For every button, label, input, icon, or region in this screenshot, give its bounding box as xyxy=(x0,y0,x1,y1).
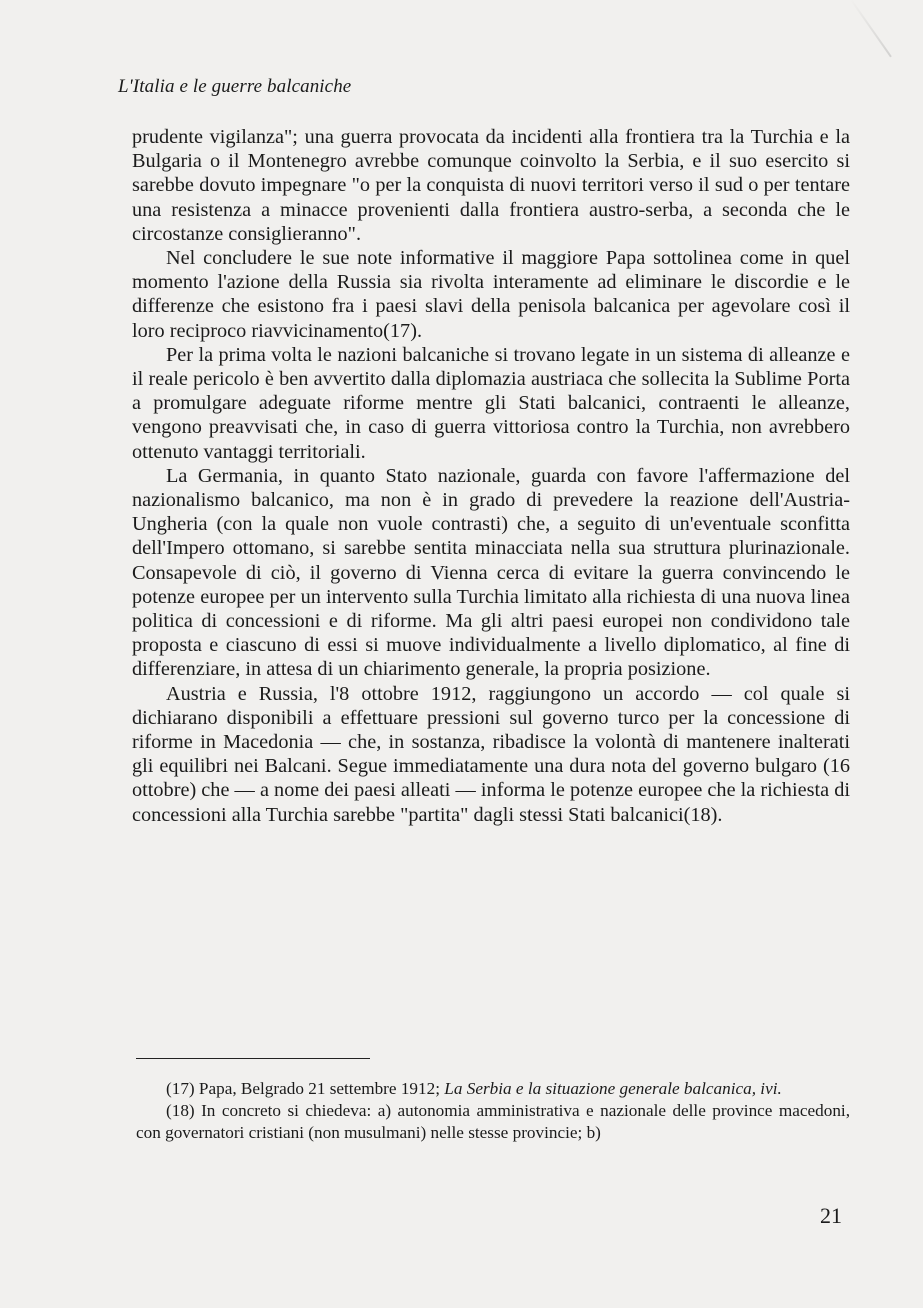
body-text xyxy=(132,125,850,827)
footnote-17-text: (17) Papa, Belgrado 21 settembre 1912; xyxy=(166,1079,445,1098)
footnote-separator xyxy=(136,1058,370,1059)
paragraph-1: prudente vigilanza"; una guerra provocata da incidenti alla frontiera tra la Turchia e la Bulgaria o il Montenegro avrebbe comunque coinvolto la Serbia, e il suo esercito si sarebbe dovuto impegnare "o per la conquista di nuovi territori verso il sud o per tentare una resistenza a minacce provenienti dalla frontiera austro-serba, a seconda che le circostanze consiglieranno". xyxy=(132,126,850,245)
running-head: L'Italia e le guerre balcaniche xyxy=(118,76,352,97)
page-edge-mark xyxy=(850,0,892,57)
paragraph-3: Per la prima volta le nazioni balcaniche si trovano legate in un sistema di alleanze e il reale pericolo è ben avvertito dalla diplomazia austriaca che sollecita la Sublime Porta a promulgare adeguate riforme mentre gli Stati balcanici, contraenti le alleanze, vengono preavvisati che, in caso di guerra vittoriosa contro la Turchia, non avrebbero ottenuto vantaggi territoriali. xyxy=(132,343,850,463)
footnote-17-italic: La Serbia e la situazione generale balcanica, ivi. xyxy=(444,1079,782,1098)
paragraph-4: La Germania, in quanto Stato nazionale, guarda con favore l'affermazione del nazionalismo balcanico, ma non è in grado di prevedere la reazione dell'Austria-Ungheria (con la quale non vuole contrasti) che, a seguito di un'eventuale sconfitta dell'Impero ottomano, si sarebbe sentita minacciata nella sua struttura plurinazionale. Consapevole di ciò, il governo di Vienna cerca di evitare la guerra convincendo le potenze europee per un intervento sulla Turchia limitato alla richiesta di una nuova linea politica di concessioni e di riforme. Ma gli altri paesi europei non condividono tale proposta e ciascuno di essi si muove individualmente a livello diplomatico, al fine di differenziare, in attesa di un chiarimento generale, la propria posizione. xyxy=(132,464,850,681)
footnotes xyxy=(136,1078,850,1143)
footnote-18: (18) In concreto si chiedeva: a) autonomia amministrativa e nazionale delle province macedoni, con governatori cristiani (non musulmani) nelle stesse provincie; b) xyxy=(136,1100,850,1142)
paragraph-2: Nel concludere le sue note informative il maggiore Papa sottolinea come in quel momento l'azione della Russia sia rivolta interamente ad eliminare le discordie e le differenze che esistono fra i paesi slavi della penisola balcanica per agevolare così il loro reciproco riavvicinamento(17). xyxy=(132,247,850,342)
page-number: 21 xyxy=(820,1203,842,1228)
paragraph-5: Austria e Russia, l'8 ottobre 1912, raggiungono un accordo — col quale si dichiarano disponibili a effettuare pressioni sul governo turco per la concessione di riforme in Macedonia — che, in sostanza, ribadisce la volontà di mantenere inalterati gli equilibri nei Balcani. Segue immediatamente una dura nota del governo bulgaro (16 ottobre) che — a nome dei paesi alleati — informa le potenze europee che la richiesta di concessioni alla Turchia sarebbe "partita" dagli stessi Stati balcanici(18). xyxy=(132,682,850,826)
footnote-17 xyxy=(136,1078,850,1100)
